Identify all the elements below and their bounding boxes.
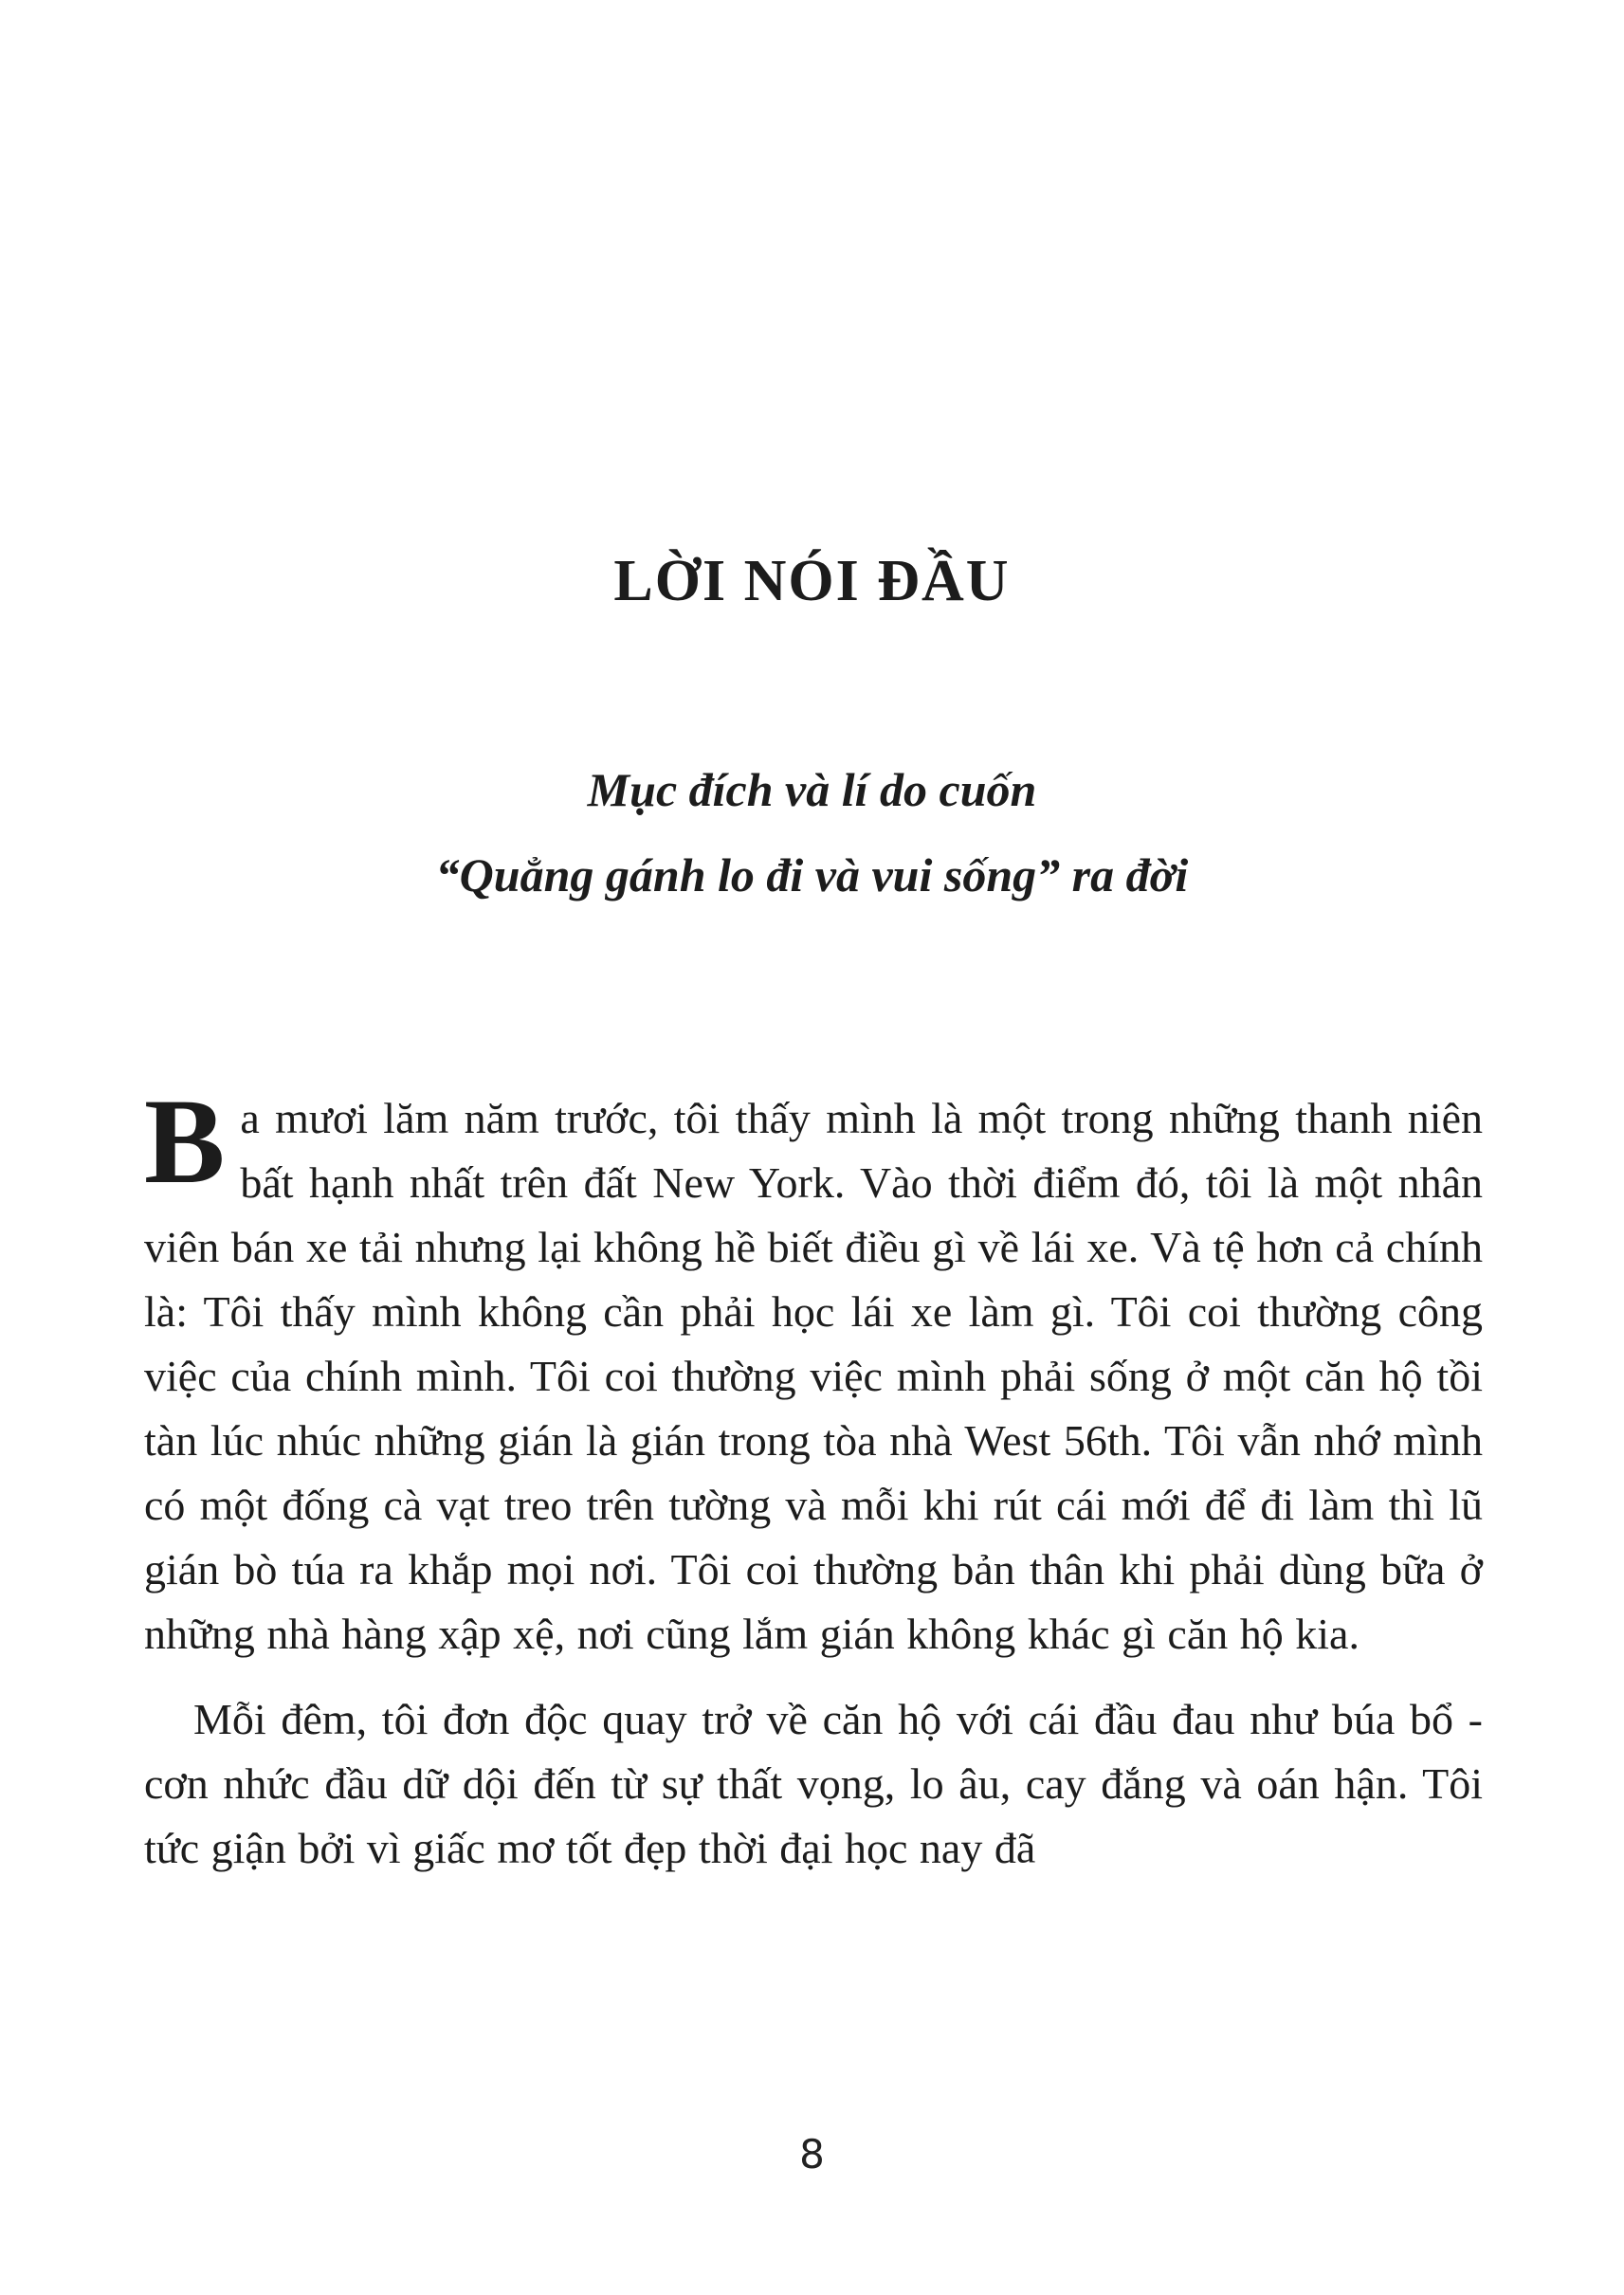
page-title: LỜI NÓI ĐẦU (613, 549, 1011, 613)
paragraph-1-text: a mươi lăm năm trước, tôi thấy mình là một trong những thanh niên bất hạnh nhất trên đất New York. Vào thời điểm đó, tôi là một nhân viên bán xe tải nhưng lại không hề biết điều gì về lái xe. Và tệ hơn cả chính là: Tôi thấy mình không cần phải học lái xe làm gì. Tôi coi thường công việc của chính mình. Tôi coi thường việc mình phải sống ở một căn hộ tồi tàn lúc nhúc những gián là gián trong tòa nhà West 56th. Tôi vẫn nhớ mình có một đống cà vạt treo trên tường và mỗi khi rút cái mới để đi làm thì lũ gián bò túa ra khắp mọi nơi. Tôi coi thường bản thân khi phải dùng bữa ở những nhà hàng xập xệ, nơi cũng lắm gián không khác gì căn hộ kia. (144, 1094, 1483, 1658)
subtitle (0, 747, 1624, 918)
paragraph-2: Mỗi đêm, tôi đơn độc quay trở về căn hộ với cái đầu đau như búa bổ - cơn nhức đầu dữ dội đến từ sự thất vọng, lo âu, cay đắng và oán hận. Tôi tức giận bởi vì giấc mơ tốt đẹp thời đại học nay đã (144, 1695, 1483, 1872)
paragraph-1 (144, 1074, 1483, 1667)
subtitle-line-1: Mục đích và lí do cuốn (587, 763, 1037, 816)
drop-cap: B (144, 1074, 226, 1209)
subtitle-line-2: “Quẳng gánh lo đi và vui sống” ra đời (435, 848, 1189, 902)
page-number: 8 (799, 2131, 825, 2177)
body-text (144, 1074, 1483, 1881)
